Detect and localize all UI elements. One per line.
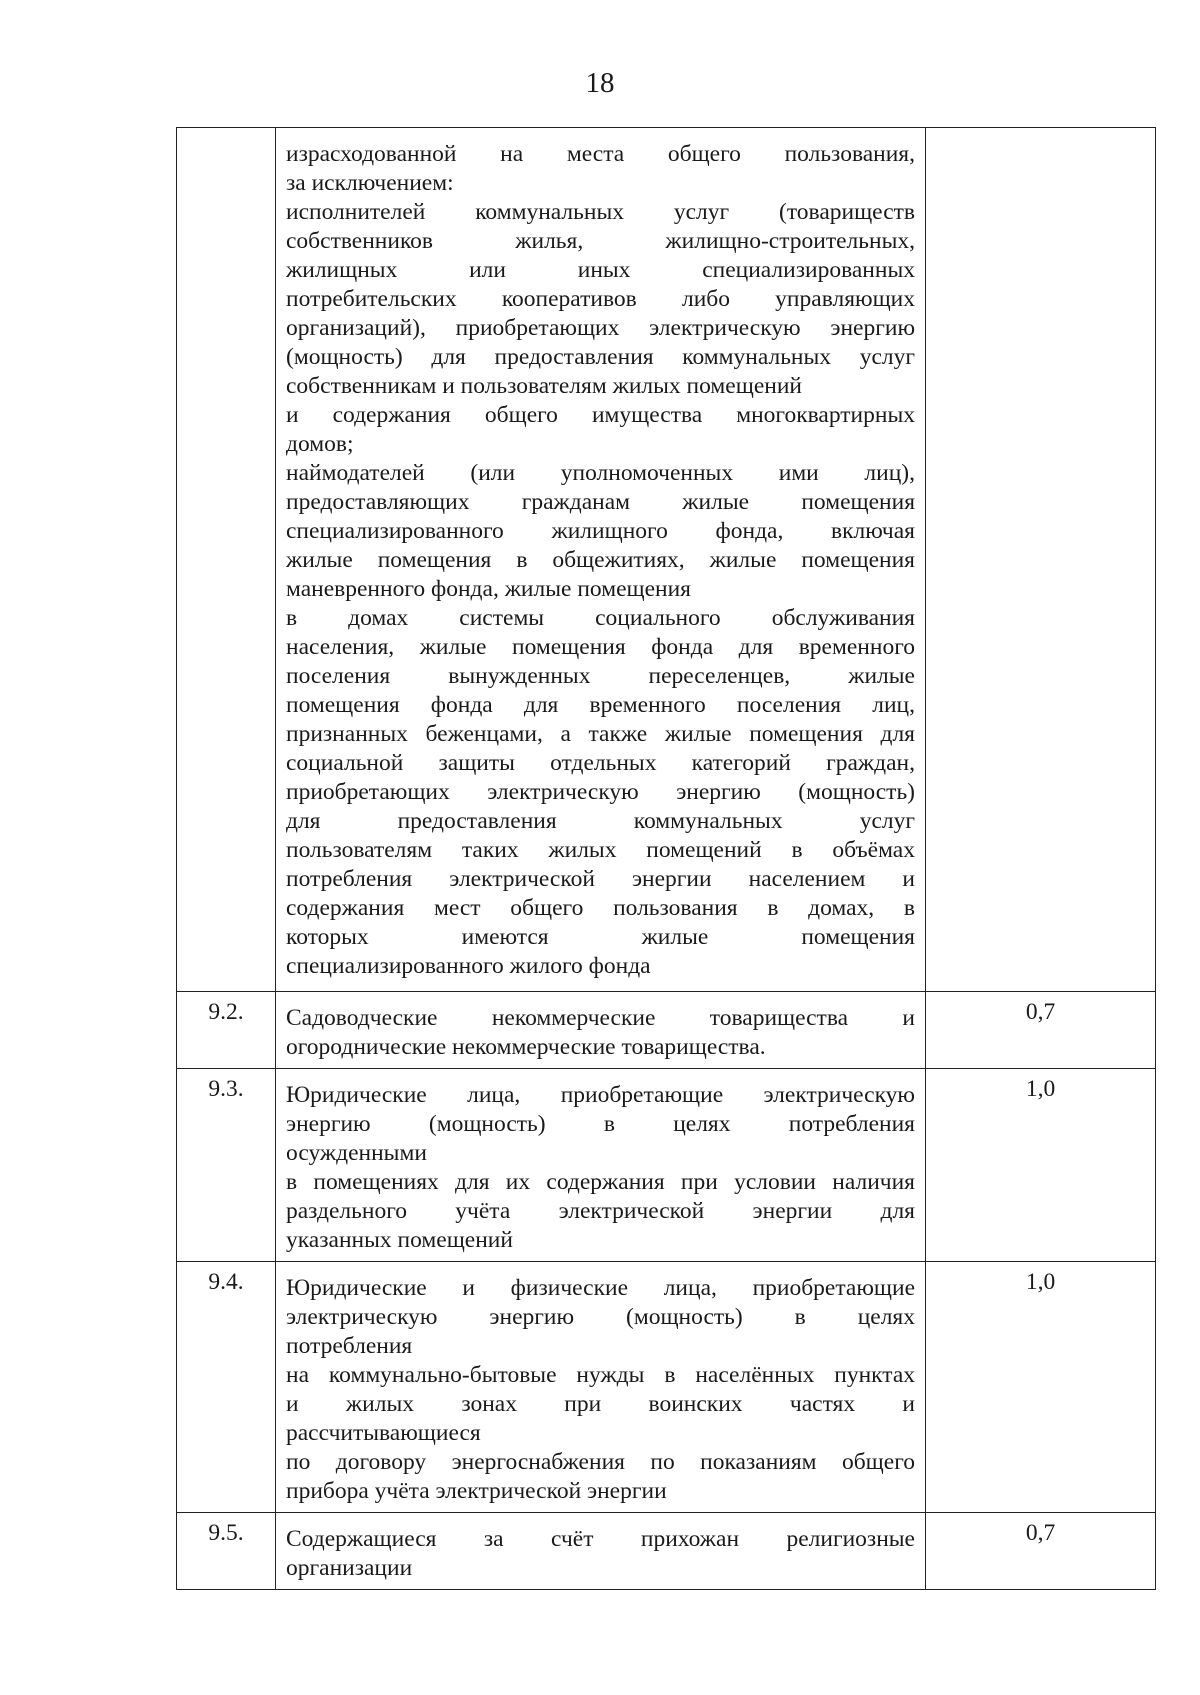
table-row bbox=[177, 1262, 1156, 1513]
description-line: Юридические и физические лица, приобретающие bbox=[286, 1275, 915, 1301]
description-line: содержания мест общего пользования в домах, в bbox=[286, 895, 915, 921]
description-line: огороднические некоммерческие товарищества. bbox=[286, 1034, 766, 1060]
description-line: в помещениях для их содержания при условии наличия bbox=[286, 1169, 915, 1195]
description-line: приобретающих электрическую энергию (мощность) bbox=[286, 779, 915, 805]
description-line: жилые помещения в общежитиях, жилые помещения bbox=[286, 547, 915, 573]
coefficient-value: 1,0 bbox=[1025, 1269, 1056, 1295]
description-text bbox=[276, 128, 925, 991]
description-line: Юридические лица, приобретающие электрическую bbox=[286, 1082, 915, 1108]
description-line: жилищных или иных специализированных bbox=[286, 257, 915, 283]
description-text bbox=[276, 1262, 925, 1512]
description-line: социальной защиты отдельных категорий граждан, bbox=[286, 750, 915, 776]
description-line: пользователям таких жилых помещений в объёмах bbox=[286, 837, 915, 863]
coefficient-cell bbox=[926, 1262, 1156, 1513]
coefficient-value: 1,0 bbox=[1025, 1076, 1056, 1102]
description-cell bbox=[276, 1513, 926, 1590]
table-row bbox=[177, 1513, 1156, 1590]
description-line: специализированного жилого фонда bbox=[286, 953, 651, 979]
description-line: для предоставления коммунальных услуг bbox=[286, 808, 915, 834]
description-line: которых имеются жилые помещения bbox=[286, 924, 915, 950]
description-line: электрическую энергию (мощность) в целях bbox=[286, 1304, 915, 1330]
description-cell bbox=[276, 1069, 926, 1262]
description-line: израсходованной на места общего пользования, bbox=[286, 141, 915, 167]
table-row bbox=[177, 1069, 1156, 1262]
description-line: поселения вынужденных переселенцев, жилые bbox=[286, 663, 915, 689]
description-line: собственникам и пользователям жилых помещений bbox=[286, 373, 802, 399]
description-line: указанных помещений bbox=[286, 1227, 513, 1253]
row-number: 9.5. bbox=[208, 1520, 244, 1546]
description-line: осужденными bbox=[286, 1140, 427, 1166]
description-text bbox=[276, 1069, 925, 1261]
row-number: 9.3. bbox=[208, 1076, 244, 1102]
row-number: 9.2. bbox=[208, 999, 244, 1025]
description-line: прибора учёта электрической энергии bbox=[286, 1478, 667, 1504]
description-line: за исключением: bbox=[286, 170, 454, 196]
description-cell bbox=[276, 1262, 926, 1513]
row-number-cell bbox=[177, 1069, 276, 1262]
description-line: по договору энергоснабжения по показаниям общего bbox=[286, 1449, 915, 1475]
description-line: специализированного жилищного фонда, включая bbox=[286, 518, 915, 544]
description-cell bbox=[276, 128, 926, 992]
row-number-cell bbox=[177, 992, 276, 1069]
table-row bbox=[177, 992, 1156, 1069]
coefficient-value bbox=[926, 128, 1155, 134]
description-line: собственников жилья, жилищно-строительных, bbox=[286, 228, 915, 254]
description-line: населения, жилые помещения фонда для временного bbox=[286, 634, 915, 660]
description-line: в домах системы социального обслуживания bbox=[286, 605, 915, 631]
description-line: (мощность) для предоставления коммунальных услуг bbox=[286, 344, 915, 370]
table-row bbox=[177, 128, 1156, 992]
description-line: рассчитывающиеся bbox=[286, 1420, 481, 1446]
description-line: исполнителей коммунальных услуг (товариществ bbox=[286, 199, 915, 225]
description-line: организаций), приобретающих электрическую энергию bbox=[286, 315, 915, 341]
coefficient-cell bbox=[926, 1513, 1156, 1590]
description-line: предоставляющих гражданам жилые помещения bbox=[286, 489, 915, 515]
description-line: и жилых зонах при воинских частях и bbox=[286, 1391, 915, 1417]
page-number: 18 bbox=[585, 67, 615, 99]
description-cell bbox=[276, 992, 926, 1069]
description-line: на коммунально-бытовые нужды в населённых пунктах bbox=[286, 1362, 915, 1388]
row-number-cell bbox=[177, 128, 276, 992]
coefficient-value: 0,7 bbox=[1025, 999, 1056, 1025]
coefficient-cell bbox=[926, 992, 1156, 1069]
description-line: потребления bbox=[286, 1333, 413, 1359]
description-line: домов; bbox=[286, 431, 354, 457]
row-number: 9.4. bbox=[208, 1269, 244, 1295]
description-text bbox=[276, 992, 925, 1068]
description-line: раздельного учёта электрической энергии для bbox=[286, 1198, 915, 1224]
description-line: и содержания общего имущества многоквартирных bbox=[286, 402, 915, 428]
table-body bbox=[177, 128, 1156, 1590]
description-line: потребительских кооперативов либо управляющих bbox=[286, 286, 915, 312]
description-line: помещения фонда для временного поселения лиц, bbox=[286, 692, 915, 718]
description-line: признанных беженцами, а также жилые помещения для bbox=[286, 721, 915, 747]
description-line: Садоводческие некоммерческие товарищества и bbox=[286, 1005, 915, 1031]
row-number bbox=[177, 128, 275, 134]
description-line: Содержащиеся за счёт прихожан религиозные bbox=[286, 1526, 915, 1552]
description-line: потребления электрической энергии населением и bbox=[286, 866, 915, 892]
row-number-cell bbox=[177, 1513, 276, 1590]
description-text bbox=[276, 1513, 925, 1589]
row-number-cell bbox=[177, 1262, 276, 1513]
coefficient-cell bbox=[926, 128, 1156, 992]
description-line: энергию (мощность) в целях потребления bbox=[286, 1111, 915, 1137]
coefficient-cell bbox=[926, 1069, 1156, 1262]
description-line: организации bbox=[286, 1555, 413, 1581]
coefficient-value: 0,7 bbox=[1025, 1520, 1056, 1546]
tariff-table bbox=[176, 127, 1156, 1590]
description-line: наймодателей (или уполномоченных ими лиц), bbox=[286, 460, 915, 486]
description-line: маневренного фонда, жилые помещения bbox=[286, 576, 691, 602]
